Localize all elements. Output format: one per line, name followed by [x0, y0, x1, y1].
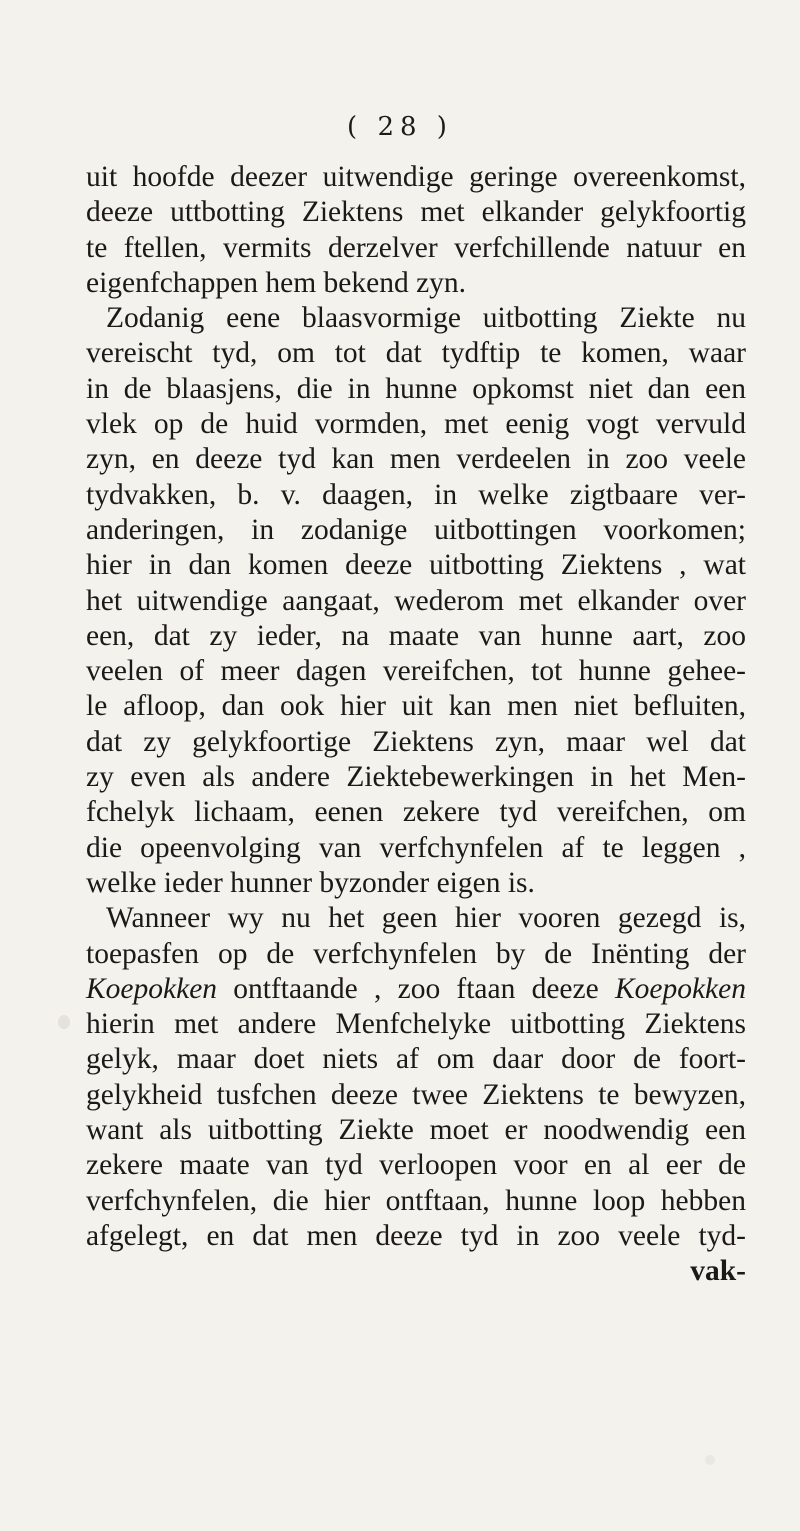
text-line: gelyk, maar doet niets af om daar door de foort- [86, 1043, 746, 1076]
italic-term: Koepokken [614, 972, 746, 1005]
italic-term: Koepokken [86, 972, 218, 1005]
text-line: le afloop, dan ook hier uit kan men niet befluiten, [86, 690, 746, 723]
text-line: zy even als andere Ziektebewerkingen in het Men- [86, 761, 746, 794]
text-line [86, 972, 746, 1007]
text-line: deeze uttbotting Ziektens met elkander gelykfoortig [86, 196, 746, 229]
text-line: te ftellen, vermits derzelver verfchillende natuur en [86, 231, 746, 264]
text-line: hier in dan komen deeze uitbotting Ziektens , wat [86, 549, 746, 582]
text-line: Wanneer wy nu het geen hier vooren gezegd is, [106, 902, 746, 935]
text-line: gelykheid tusfchen deeze twee Ziektens te bewyzen, [86, 1078, 746, 1111]
paper-stain [705, 1455, 715, 1465]
text-line: eigenfchappen hem bekend zyn. [86, 266, 467, 299]
text-line: zekere maate van tyd verloopen voor en al eer de [86, 1149, 746, 1182]
text-line: afgelegt, en dat men deeze tyd in zoo veele tyd- [86, 1219, 746, 1252]
catchword: vak- [690, 1255, 746, 1288]
text-line: Zodanig eene blaasvormige uitbotting Ziekte nu [106, 302, 746, 335]
text-line: welke ieder hunner byzonder eigen is. [86, 866, 535, 899]
text-line: veelen of meer dagen vereifchen, tot hunne gehee- [86, 655, 746, 688]
text-line: een, dat zy ieder, na maate van hunne aart, zoo [86, 619, 746, 652]
text-line: vlek op de huid vormden, met eenig vogt vervuld [86, 408, 746, 441]
text-line: tydvakken, b. v. daagen, in welke zigtbaare ver- [86, 478, 746, 511]
text-line: zyn, en deeze tyd kan men verdeelen in zoo veele [86, 443, 746, 476]
text-line: toepasfen op de verfchynfelen by de Inënting der [86, 937, 746, 970]
text-segment: ontftaande , zoo ftaan deeze [217, 972, 615, 1005]
text-line: dat zy gelykfoortige Ziektens zyn, maar wel dat [86, 725, 746, 758]
text-line: het uitwendige aangaat, wederom met elkander over [86, 584, 746, 617]
text-line: want als uitbotting Ziekte moet er noodwendig een [86, 1114, 746, 1147]
text-line: die opeenvolging van verfchynfelen af te leggen , [86, 831, 746, 864]
body-text [86, 160, 746, 1290]
text-line: uit hoofde deezer uitwendige geringe overeenkomst, [86, 161, 746, 193]
text-line: hierin met andere Menfchelyke uitbotting Ziektens [86, 1008, 746, 1041]
text-line: in de blaasjens, die in hunne opkomst niet dan een [86, 372, 746, 405]
text-line: anderingen, in zodanige uitbottingen voorkomen; [86, 513, 746, 546]
page-number: ( 28 ) [347, 112, 453, 142]
text-line: verfchynfelen, die hier ontftaan, hunne loop hebben [86, 1184, 746, 1217]
text-line: vereischt tyd, om tot dat tydftip te komen, waar [86, 337, 746, 370]
text-line: fchelyk lichaam, eenen zekere tyd vereifchen, om [86, 796, 746, 829]
paper-stain [58, 1015, 70, 1029]
